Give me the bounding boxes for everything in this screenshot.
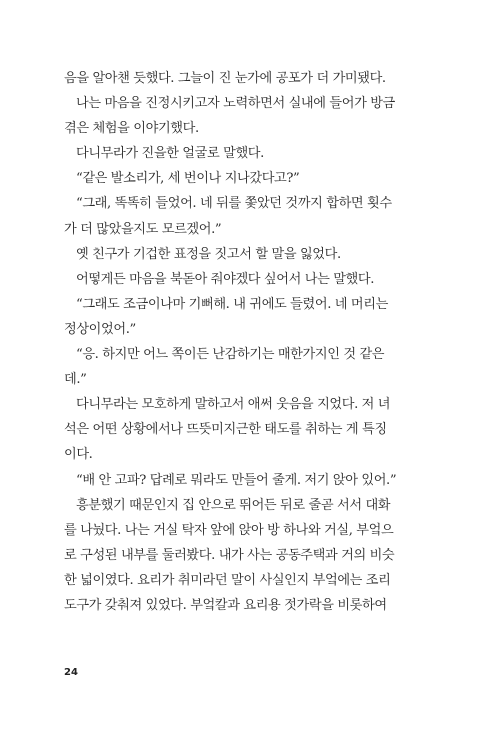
text-line: 데.” [64,372,87,388]
text-line: 정상이었어.” [64,321,136,337]
text-line: 가 더 많았을지도 모르겠어.” [64,221,222,237]
text-line: 나는 마음을 진정시키고자 노력하면서 실내에 들어가 방금 [76,96,395,112]
text-line: “같은 발소리가, 세 번이나 지나갔다고?” [76,171,300,187]
text-line: 석은 어떤 상황에서나 뜨뜻미지근한 태도를 취하는 게 특징 [64,422,387,438]
text-line: 흥분했기 때문인지 집 안으로 뛰어든 뒤로 줄곧 서서 대화 [76,497,391,513]
text-line: 한 넓이였다. 요리가 취미라던 말이 사실인지 부엌에는 조리 [64,572,391,588]
text-line: 옛 친구가 기겁한 표정을 짓고서 할 말을 잃었다. [76,246,341,262]
text-line: “그래, 똑똑히 들었어. 네 뒤를 쫓았던 것까지 합하면 횟수 [76,196,392,212]
page-number: 24 [64,667,78,678]
text-line: “그래도 조금이나마 기뻐해. 내 귀에도 들렸어. 네 머리는 [76,296,388,312]
text-line: 로 구성된 내부를 둘러봤다. 내가 사는 공동주택과 거의 비슷 [64,547,395,563]
body-text [64,66,406,618]
text-line: 음을 알아챈 듯했다. 그늘이 진 눈가에 공포가 더 가미됐다. [64,71,386,86]
text-line: 다니무라는 모호하게 말하고서 애써 웃음을 지었다. 저 녀 [76,397,391,413]
text-line: 다니무라가 진을한 얼굴로 말했다. [76,146,264,162]
text-line: 어떻게든 마음을 북돋아 줘야겠다 싶어서 나는 말했다. [76,271,375,287]
text-line: 를 나눴다. 나는 거실 탁자 앞에 앉아 방 하나와 거실, 부엌으 [64,522,394,538]
text-line: “배 안 고파? 답례로 뭐라도 만들어 줄게. 저기 앉아 있어.” [76,472,397,488]
text-line: 이다. [64,447,93,463]
text-line: 겪은 체험을 이야기했다. [64,121,199,137]
text-line: “응. 하지만 어느 쪽이든 난감하기는 매한가지인 것 같은 [76,347,385,363]
text-line: 도구가 갖춰져 있었다. 부엌칼과 요리용 젓가락을 비롯하여 [64,597,387,613]
